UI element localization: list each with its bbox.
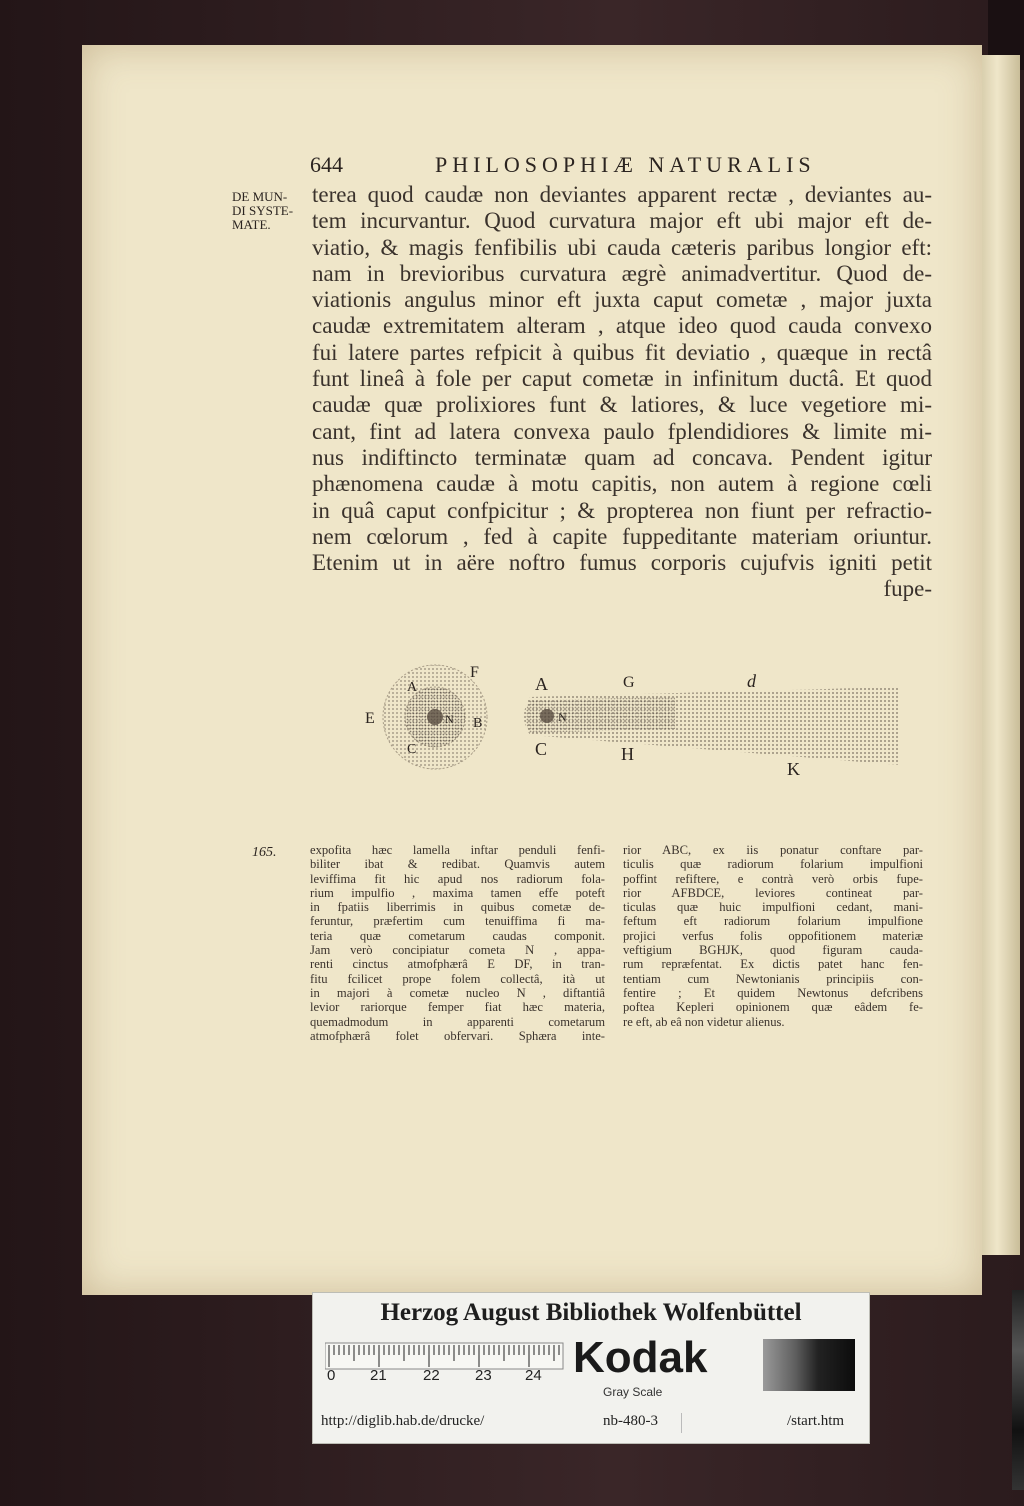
comet-diagram xyxy=(355,655,915,785)
text-line: nus indiftincto terminatæ quam ad concava. Pendent igitur xyxy=(312,444,932,470)
footnote-line: tentiam cum Newtonianis principiis con- xyxy=(623,971,923,986)
footnote-line: atmofphærâ folet obfervari. Sphæra inte- xyxy=(310,1028,605,1043)
card-divider xyxy=(681,1413,682,1433)
ruler-number: 22 xyxy=(423,1367,440,1384)
footnote-line: rum repræfentat. Ex dictis patet hanc fen- xyxy=(623,957,923,972)
footnote-line: ticulas quæ huic impulfioni cedant, mani- xyxy=(623,900,923,915)
margin-note-line: MATE. xyxy=(232,217,271,232)
text-line: viationis angulus minor eft juxta caput cometæ , major juxta xyxy=(312,287,932,313)
footnote-line: projici verfus folis oppofitionem materiæ xyxy=(623,928,923,943)
label-H: H xyxy=(621,744,634,764)
text-line: cant, fint ad latera convexa paulo fplendidiores & limite mi- xyxy=(312,418,932,444)
card-start-link: /start.htm xyxy=(787,1413,845,1429)
label-A: A xyxy=(407,680,418,695)
side-color-strip xyxy=(1012,1290,1024,1490)
ruler-number: 24 xyxy=(525,1367,542,1384)
text-line: in quâ caput confpicitur ; & propterea non fiunt per refractio- xyxy=(312,497,932,523)
margin-note-line: DI SYSTE- xyxy=(232,203,294,218)
footnote-line: re eft, ab eâ non videtur alienus. xyxy=(623,1014,785,1029)
footnote-line: feftum eft radiorum folarium impulfione xyxy=(623,914,923,929)
library-color-card xyxy=(312,1292,870,1444)
label-B: B xyxy=(473,716,483,731)
footnote-left-column xyxy=(310,843,605,1043)
footnote-marker: 165. xyxy=(252,845,277,860)
library-name: Herzog August Bibliothek Wolfenbüttel xyxy=(380,1299,802,1326)
card-footer xyxy=(313,1407,869,1437)
text-line: Etenim ut in aëre noftro fumus corporis cujufvis igniti petit xyxy=(312,550,932,576)
footnote-line: fitu fcilicet prope folem collectâ, ità ut xyxy=(310,971,605,986)
text-line: fui latere partes refpicit à quibus fit deviatio , quæque in rectâ xyxy=(312,339,932,365)
ruler-number: 23 xyxy=(475,1367,492,1384)
text-line: nam in brevioribus curvatura ægrè animadvertitur. Quod de- xyxy=(312,260,932,286)
page-number: 644 xyxy=(310,152,343,177)
footnote-line: rior AFBDCE, leviores contineat par- xyxy=(623,885,923,900)
footnote-line: levior rariorque femper fiat hæc materia, xyxy=(310,1000,605,1015)
label-C-tail: C xyxy=(535,739,548,759)
footnote-line: veftigium BGHJK, quod figuram cauda- xyxy=(623,943,923,958)
label-N-tail: N xyxy=(558,710,567,724)
text-line: nem cœlorum , fed à capite fuppeditante materiam oriuntur. xyxy=(312,523,932,549)
text-line: viatio, & magis fenfibilis ubi cauda cæteris paribus longior eft: xyxy=(312,234,932,260)
footnote-line: rior ABC, ex iis ponatur conftare par- xyxy=(623,843,923,857)
label-K: K xyxy=(787,759,800,779)
footnote-line: poftea Kepleri opinionem quæ eâdem fe- xyxy=(623,1000,923,1015)
text-line: phænomena caudæ à motu capitis, non autem à regione cœli xyxy=(312,471,932,497)
text-line: caudæ quæ prolixiores funt & latiores, & luce vegetiore mi- xyxy=(312,392,932,418)
footnote-right-column xyxy=(623,843,923,1029)
footnote-line: expofita hæc lamella inftar penduli fenfi- xyxy=(310,843,605,857)
kodak-logo: Kodak xyxy=(573,1333,708,1382)
card-url: http://diglib.hab.de/drucke/ xyxy=(321,1413,485,1429)
running-title: PHILOSOPHIÆ NATURALIS xyxy=(435,152,816,177)
text-line: tem incurvantur. Quod curvatura major eft ubi major eft de- xyxy=(312,208,932,234)
comet-figure xyxy=(355,655,915,785)
footnote-line: rium impulfio , maxima tamen effe poteft xyxy=(310,885,605,900)
footnote-line: ticulis quæ radiorum folarium impulfioni xyxy=(623,857,923,872)
margin-note-line: DE MUN- xyxy=(232,189,288,204)
label-N: N xyxy=(445,712,454,726)
footnote-line: renti cinctus atmofphærâ E DF, in tran- xyxy=(310,957,605,972)
catchword: fupe- xyxy=(883,576,932,602)
gray-scale-swatch xyxy=(763,1339,855,1391)
atmosphere-diagram xyxy=(365,664,487,769)
label-A-tail: A xyxy=(535,674,548,694)
text-line: funt lineâ à fole per caput cometæ in infinitum ductâ. Et quod xyxy=(312,366,932,392)
label-G: G xyxy=(623,674,635,691)
footnote-line: in majori à cometæ nucleo N , diftantiâ xyxy=(310,985,605,1000)
footnote-line: poffint refiftere, e contrà verò orbis fupe- xyxy=(623,871,923,886)
comet-tail-diagram xyxy=(524,671,900,779)
footnote-line: feruntur, præfertim cum tenuiffima fi ma- xyxy=(310,914,605,929)
label-E: E xyxy=(365,710,375,727)
gray-scale-label: Gray Scale xyxy=(603,1385,663,1399)
nucleus xyxy=(427,709,443,725)
footnote-line: in fpatiis liberrimis in quibus cometæ de- xyxy=(310,900,605,915)
ruler-number: 21 xyxy=(370,1367,387,1384)
facing-page-edge xyxy=(982,55,1020,1255)
footnote-line: Jam verò concipiatur cometa N , appa- xyxy=(310,943,605,958)
footnote-line: teria quæ cometarum caudas componit. xyxy=(310,928,605,943)
label-d: d xyxy=(747,671,756,691)
main-text xyxy=(312,182,932,603)
text-line: caudæ extremitatem alteram , atque ideo quod cauda convexo xyxy=(312,313,932,339)
margin-note xyxy=(232,190,312,232)
footnote-line: leviffima fit hic apud nos radiorum fola- xyxy=(310,871,605,886)
footnote-line: quemadmodum in apparenti cometarum xyxy=(310,1014,605,1029)
comet-nucleus xyxy=(540,709,554,723)
label-C: C xyxy=(407,742,417,757)
page-header xyxy=(310,152,950,182)
label-F: F xyxy=(470,664,479,681)
text-line: terea quod caudæ non deviantes apparent rectæ , deviantes au- xyxy=(312,182,932,207)
ruler-number: 0 xyxy=(327,1367,336,1384)
card-shelfmark: nb-480-3 xyxy=(603,1413,658,1429)
footnote-line: fentire ; Et quidem Newtonus defcribens xyxy=(623,985,923,1000)
footnote-line: biliter ibat & redibat. Quamvis autem xyxy=(310,857,605,872)
